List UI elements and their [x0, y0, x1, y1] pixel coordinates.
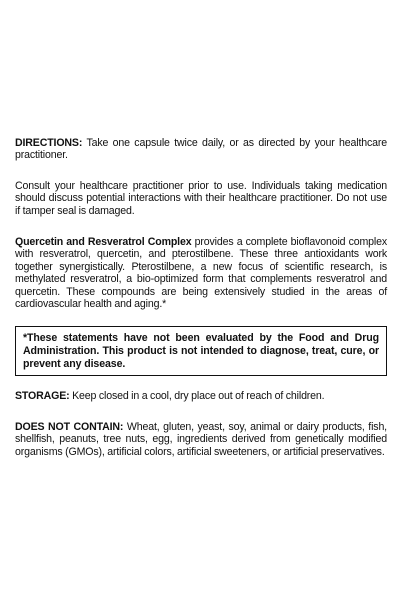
directions-text: Take one capsule twice daily, or as directed by your healthcare practitioner. — [15, 137, 387, 162]
product-name-heading: Quercetin and Resveratrol Complex — [15, 236, 192, 248]
consult-paragraph — [15, 180, 387, 217]
fda-disclaimer-text: *These statements have not been evaluated by the Food and Drug Administration. This product is not intended to diagnose, treat, cure, or prevent any disease. — [23, 332, 379, 370]
does-not-contain-heading: DOES NOT CONTAIN: — [15, 421, 124, 433]
product-description-paragraph — [15, 236, 387, 310]
storage-heading: STORAGE: — [15, 390, 70, 402]
storage-text: Keep closed in a cool, dry place out of reach of children. — [69, 390, 325, 402]
directions-paragraph — [15, 137, 387, 162]
fda-disclaimer-box — [15, 326, 387, 376]
consult-text: Consult your healthcare practitioner prior to use. Individuals taking medication should discuss potential interactions with their healthcare practitioner. Do not use if tamper seal is damaged. — [15, 180, 387, 217]
does-not-contain-text: Wheat, gluten, yeast, soy, animal or dairy products, fish, shellfish, peanuts, tree nuts, egg, ingredients derived from genetically modified organisms (GMOs), artificial colors, artificial sweeteners, or artificial preservatives. — [15, 421, 387, 458]
directions-heading: DIRECTIONS: — [15, 137, 83, 149]
product-description-text: provides a complete bioflavonoid complex with resveratrol, quercetin, and pterostilbene. These three antioxidants work together synergistically. Pterostilbene, a new focus of scientific research, is methylated resveratrol, a bio-optimized form that complements resveratrol and quercetin. These compounds are being extensively studied in the areas of cardiovascular health and aging.* — [15, 236, 387, 311]
does-not-contain-paragraph — [15, 421, 387, 458]
storage-paragraph — [15, 390, 387, 402]
